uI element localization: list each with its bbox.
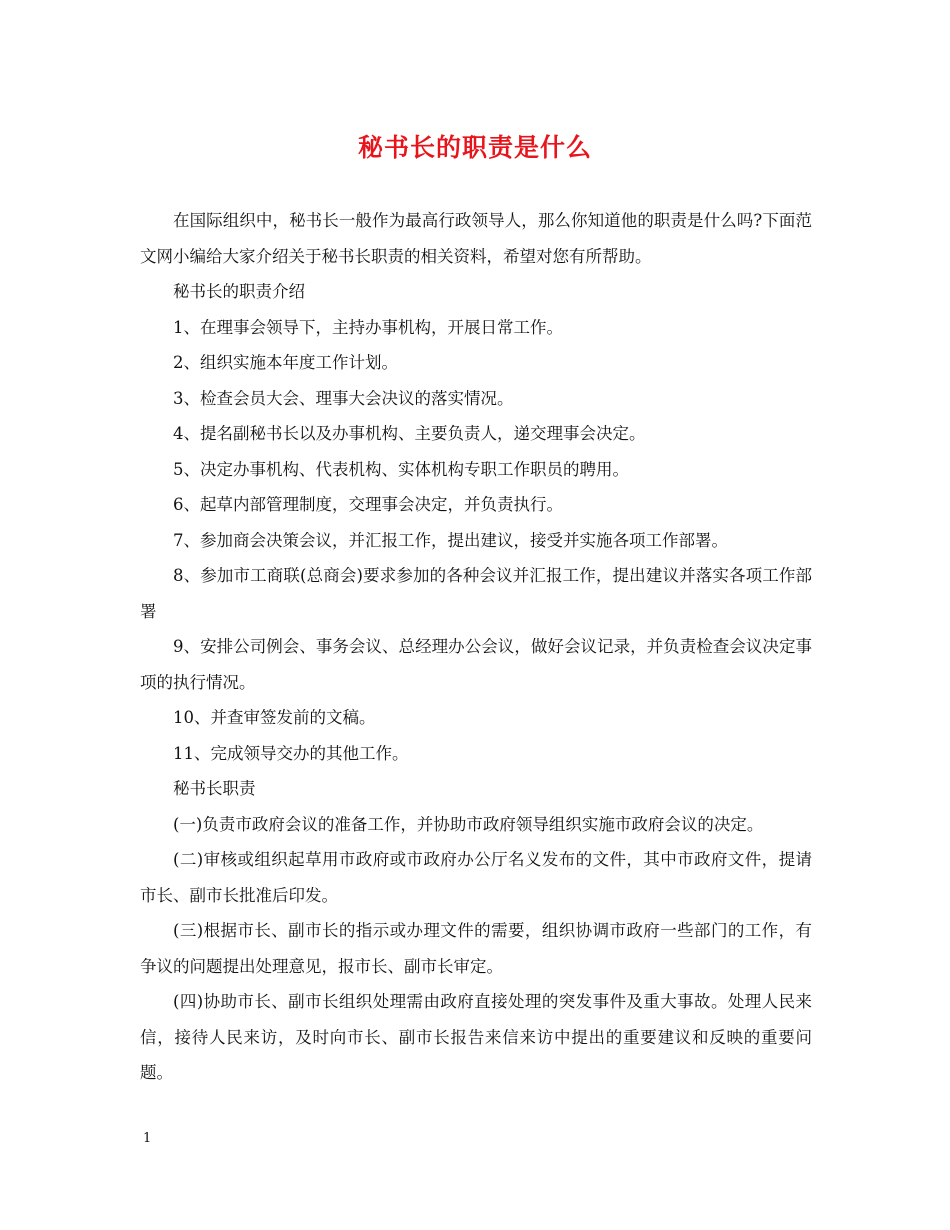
list-item: 6、起草内部管理制度，交理事会决定，并负责执行。: [173, 495, 563, 514]
document-body: [140, 203, 812, 1091]
section-heading-duties: 秘书长职责: [173, 779, 256, 798]
paragraph-intro: 在国际组织中，秘书长一般作为最高行政领导人，那么你知道他的职责是什么吗?下面范文网小编给大家介绍关于秘书长职责的相关资料，希望对您有所帮助。: [140, 211, 812, 266]
list-item: (二)审核或组织起草用市政府或市政府办公厅名义发布的文件，其中市政府文件，提请市长、副市长批准后印发。: [140, 850, 812, 905]
list-item: 3、检查会员大会、理事大会决议的落实情况。: [173, 388, 514, 408]
list-item: (一)负责市政府会议的准备工作，并协助市政府领导组织实施市政府会议的决定。: [173, 814, 764, 834]
list-item: 10、并查审签发前的文稿。: [173, 708, 376, 727]
list-item: 8、参加市工商联(总商会)要求参加的各种会议并汇报工作，提出建议并落实各项工作部署: [140, 566, 812, 621]
page-number: 1: [143, 1131, 152, 1146]
list-item: 11、完成领导交办的其他工作。: [173, 743, 409, 763]
list-item: 2、组织实施本年度工作计划。: [173, 353, 398, 372]
list-item: 9、安排公司例会、事务会议、总经理办公会议，做好会议记录，并负责检查会议决定事项的执行情况。: [140, 637, 812, 692]
list-item: 4、提名副秘书长以及办事机构、主要负责人，递交理事会决定。: [173, 424, 646, 443]
section-heading-introduction: 秘书长的职责介绍: [173, 282, 305, 301]
list-item: 1、在理事会领导下，主持办事机构，开展日常工作。: [173, 317, 563, 337]
list-item: 5、决定办事机构、代表机构、实体机构专职工作职员的聘用。: [173, 459, 629, 479]
list-item: (四)协助市长、副市长组织处理需由政府直接处理的突发事件及重大事故。处理人民来信，接待人民来访，及时向市长、副市长报告来信来访中提出的重要建议和反映的重要问题。: [140, 992, 812, 1082]
document-title: 秘书长的职责是什么: [357, 133, 592, 162]
list-item: (三)根据市长、副市长的指示或办理文件的需要，组织协调市政府一些部门的工作，有争议的问题提出处理意见，报市长、副市长审定。: [140, 921, 812, 976]
list-item: 7、参加商会决策会议，并汇报工作，提出建议，接受并实施各项工作部署。: [173, 530, 728, 550]
